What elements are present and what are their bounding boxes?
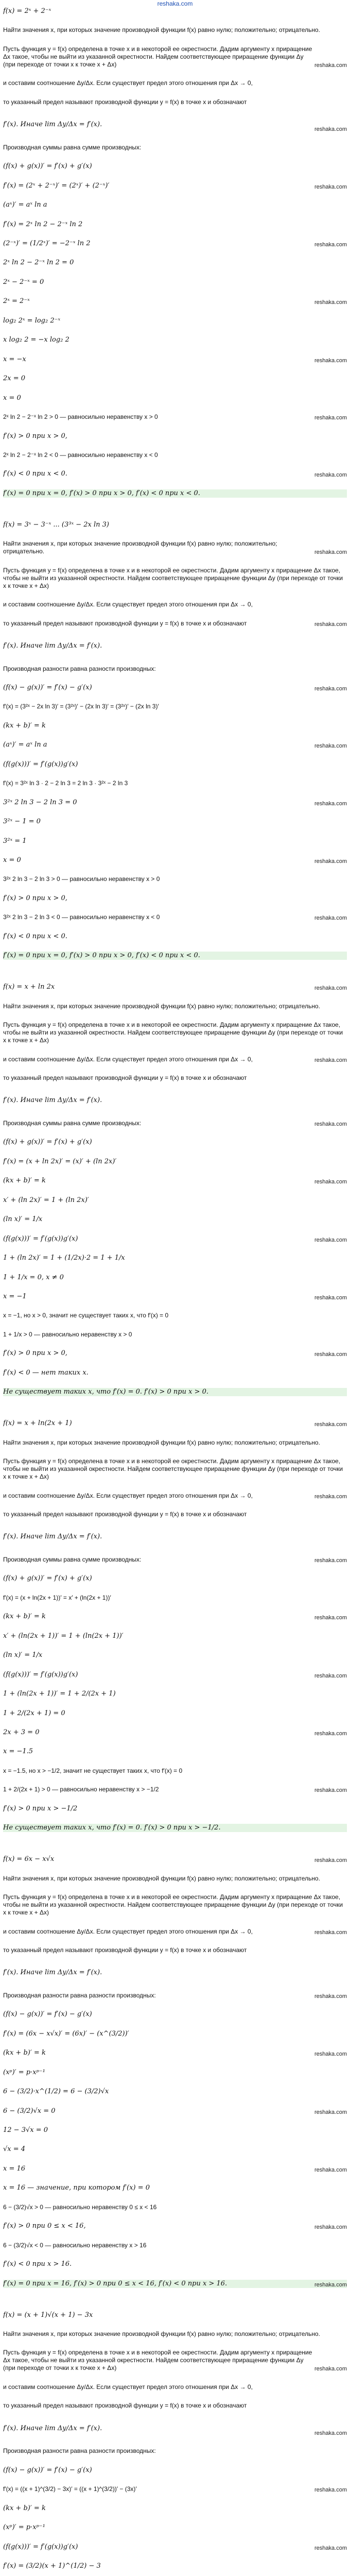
solution-step-text: √x = 4 [3,2145,26,2154]
solution-step-text: f′(x) > 0 при x > −1/2 [3,1804,78,1812]
rule-text-text: Производная суммы равна сумме производных: [3,1119,142,1127]
rule-text [3,1556,347,1564]
solution-step-text: x′ + (ln(2x + 1))′ = 1 + (ln(2x + 1))′ [3,1632,124,1640]
ratio-text-text: и составим соотношение Δy/Δx. Если существует предел этого отношения при Δx → 0, [3,1927,253,1935]
solution-step [3,2222,347,2230]
solution-step [3,1235,347,1243]
increment-intro-text: Пусть функция y = f(x) определена в точке x и в некоторой ее окрестности. Дадим аргументу x приращение Δx такое, чтобы не выйти из указанной окрестности. Найдем соответствующее приращение функции Δy (при переходе от точки x к точке x + Δx) [3,1021,343,1044]
solution-step [3,451,347,459]
solution-step [3,375,347,383]
increment-intro-text: Пусть функция y = f(x) определена в точке x и в некоторой ее окрестности. Дадим аргументу x приращение Δx такое, чтобы не выйти из указанной окрестности. Найдем соответствующее приращение функции Δy (при переходе от точки x к точке x + Δx) [3,2349,312,2372]
increment-intro-text: Пусть функция y = f(x) определена в точке x и в некоторой ее окрестности. Дадим аргументу x приращение Δx такое, чтобы не выйти из указанной окрестности. Найдем соответствующее приращение функции Δy (при переходе от точки x к точке x + Δx) [3,1893,343,1917]
solution-step-text: x = 16 — значение, при котором f′(x) = 0 [3,2184,150,2192]
solution-step [3,2069,347,2077]
limit-definition [3,1074,347,1082]
rule-text-text: Производная суммы равна сумме производных: [3,143,142,151]
increment-intro [3,1458,347,1481]
watermark: reshaka.com [314,1857,347,1864]
limit-definition-text: то указанный предел называют производной функции y = f(x) в точке x и обозначают [3,98,247,106]
increment-intro [3,45,347,69]
solution-step [3,1349,347,1358]
solution-step [3,2088,347,2096]
solution-step [3,1177,347,1185]
solution-step [3,1254,347,1262]
solution-step-text: x = −1.5, но x > −1/2, значит не существует таких x, что f′(x) = 0 [3,1767,183,1774]
solution-step [3,182,347,190]
solution-step [3,703,347,710]
task-statement-text: Найти значения x, при которых значение производной функции f(x) равно нулю; положительно; отрицательно. [3,540,277,555]
task-function [3,2311,347,2319]
solution-step-text: f′(x) = (x + ln 2x)′ = (x)′ + (ln 2x)′ [3,1157,117,1165]
ratio-text [3,1492,347,1500]
answer [3,952,347,960]
ratio-text-text: и составим соотношение Δy/Δx. Если существует предел этого отношения при Δx → 0, [3,2383,253,2391]
increment-intro [3,1893,347,1917]
watermark: reshaka.com [314,1615,347,1621]
solution-step [3,684,347,692]
watermark: reshaka.com [314,1730,347,1737]
solution-step-text: 3²ˣ 2 ln 3 − 2 ln 3 > 0 — равносильно неравенству x > 0 [3,875,160,883]
watermark: reshaka.com [314,1351,347,1358]
watermark: reshaka.com [314,2224,347,2231]
increment-intro [3,1021,347,1044]
solution-step-text: (f(x) + g(x))′ = f′(x) + g′(x) [3,1574,92,1583]
solution-step [3,875,347,883]
solution-step [3,297,347,306]
solution-step-text: f′(x) = ((x + 1)^(3/2) − 3x)′ = ((x + 1)^(3/2))′ − (3x)′ [3,2485,137,2493]
solution-step [3,1613,347,1621]
solution-step [3,1786,347,1793]
solution-step [3,2030,347,2038]
watermark: reshaka.com [314,985,347,992]
watermark: reshaka.com [314,1121,347,1127]
solution-step-text: 3²ˣ 2 ln 3 − 2 ln 3 < 0 — равносильно неравенству x < 0 [3,913,160,921]
task-statement [3,1875,347,1883]
solution-step-text: (2⁻ˣ)′ = (1/2ˣ)′ = −2⁻ˣ ln 2 [3,239,91,247]
solution-step-text: (xᵖ)′ = p·xᵖ⁻¹ [3,2068,45,2076]
solution-step-text: 2ˣ = 2⁻ˣ [3,297,30,306]
solution-step [3,2049,347,2057]
solution-step [3,355,347,364]
solution-step-text: (ln x)′ = 1/x [3,1215,43,1224]
solution-step-text: (kx + b)′ = k [3,1613,46,1621]
limit-formula-text: f′(x). Иначе lim Δy/Δx = f′(x). [3,642,102,650]
answer-text: Не существует таких x, что f′(x) = 0. f′(x) > 0 при x > 0. [3,1388,209,1396]
answer-text: f′(x) = 0 при x = 0, f′(x) > 0 при x > 0, f′(x) < 0 при x < 0. [3,489,200,497]
solution-step [3,1728,347,1737]
watermark: reshaka.com [314,621,347,628]
solution-step [3,1158,347,1166]
solution-step-text: 3²ˣ = 1 [3,837,27,845]
solution-step [3,894,347,903]
solution-step-text: f′(x) < 0 при x < 0. [3,470,67,478]
limit-definition-text: то указанный предел называют производной функции y = f(x) в точке x и обозначают [3,1510,247,1518]
limit-formula-text: f′(x). Иначе lim Δy/Δx = f′(x). [3,1969,102,1977]
limit-formula [3,1093,347,1108]
solution-step-text: (ln x)′ = 1/x [3,1651,43,1659]
solution-step [3,2523,347,2532]
task-function-text: f(x) = 3ˣ − 3⁻ˣ ... (3³ˣ − 2x ln 3) [3,520,109,529]
solution-step-text: f′(x) = (3/2)(x + 1)^(1/2) − 3 [3,2562,101,2570]
solution-step-text: 3²ˣ 2 ln 3 − 2 ln 3 = 0 [3,798,77,806]
solution-step-text: 1 + 1/x = 0, x ≠ 0 [3,1273,64,1281]
solution-step-text: f′(x) = (x + ln(2x + 1))′ = x′ + (ln(2x + 1))′ [3,1594,111,1601]
solution-step [3,1805,347,1813]
solution-step [3,2204,347,2211]
watermark: reshaka.com [314,241,347,248]
solution-step-text: (kx + b)′ = k [3,721,46,730]
solution-step-text: 6 − (3/2)·x^(1/2) = 6 − (3/2)√x [3,2088,109,2096]
watermark: reshaka.com [314,183,347,190]
solution-step-text: 2ˣ ln 2 − 2⁻ˣ ln 2 > 0 — равносильно неравенству x > 0 [3,413,158,421]
solution-step-text: f′(x) = (6x − x√x)′ = (6x)′ − (x^(3/2))′ [3,2029,129,2038]
limit-formula [3,638,347,654]
increment-intro [3,567,347,590]
task-function [3,1419,347,1428]
ratio-text [3,1928,347,1936]
solution-step [3,799,347,807]
solution-step-text: (f(x) − g(x))′ = f′(x) − g′(x) [3,2466,92,2474]
task-function [3,521,347,529]
solution-step [3,2184,347,2192]
watermark: reshaka.com [314,299,347,306]
solution-step-text: x = −1.5 [3,1748,33,1756]
solution-step [3,837,347,845]
solution-step-text: (f(x) − g(x))′ = f′(x) − g′(x) [3,2010,92,2019]
solution-step-text: x = 16 [3,2164,26,2173]
task-statement [3,1439,347,1447]
solution-step-text: f′(x) > 0 при x > 0, [3,432,67,440]
watermark: reshaka.com [314,415,347,421]
solution-step [3,741,347,749]
solution-step-text: f′(x) < 0 при x < 0. [3,932,67,940]
solution-step [3,1312,347,1319]
solution-step-text: (kx + b)′ = k [3,2504,46,2512]
watermark: reshaka.com [314,549,347,556]
rule-text [3,1992,347,1999]
solution-step-text: f′(x) = 3²ˣ ln 3 · 2 − 2 ln 3 = 2 ln 3 · 3²ˣ − 2 ln 3 [3,779,128,787]
solution-step [3,2242,347,2249]
solution-step [3,818,347,826]
solution-step-text: (f(g(x)))′ = f′(g(x))g′(x) [3,2543,78,2551]
task-statement-text: Найти значения x, при которых значение производной функции f(x) равно нулю; положительно; отрицательно. [3,2330,320,2338]
answer [3,489,347,498]
watermark: reshaka.com [314,62,347,69]
task-function [3,1855,347,1863]
answer [3,2280,347,2288]
solution-step-text: 1 + (ln(2x + 1))′ = 1 + 2/(2x + 1) [3,1690,116,1698]
answer-text: f′(x) = 0 при x = 0, f′(x) > 0 при x > 0, f′(x) < 0 при x < 0. [3,952,200,960]
watermark: reshaka.com [314,1493,347,1500]
solution-step [3,1594,347,1602]
task-separator [3,2299,347,2300]
rule-text [3,665,347,673]
solution-step-text: 6 − (3/2)√x < 0 — равносильно неравенству x > 16 [3,2241,147,2249]
solution-step [3,201,347,209]
watermark: reshaka.com [314,2166,347,2173]
increment-intro-text: Пусть функция y = f(x) определена в точке x и в некоторой ее окрестности. Дадим аргументу x приращение Δx такое, чтобы не выйти из указанной окрестности. Найдем соответствующее приращение функции Δy (при переходе от точки x к точке x + Δx) [3,45,312,68]
watermark: reshaka.com [314,1179,347,1185]
task-function-text: f(x) = 6x − x√x [3,1855,55,1863]
limit-definition-text: то указанный предел называют производной функции y = f(x) в точке x и обозначают [3,1946,247,1954]
solution-step-text: x = −1 [3,1293,27,1300]
increment-intro-text: Пусть функция y = f(x) определена в точке x и в некоторой ее окрестности. Дадим аргументу x приращение Δx такое, чтобы не выйти из указанной окрестности. Найдем соответствующее приращение функции Δy (при переходе от точки x к точке x + Δx) [3,566,343,589]
solution-step [3,2260,347,2268]
task-function-text: f(x) = (x + 1)√(x + 1) − 3x [3,2311,93,2319]
watermark: reshaka.com [314,2430,347,2436]
solution-step-text: f′(x) > 0 при x > 0, [3,894,67,902]
limit-definition [3,1511,347,1518]
task-function-text: f(x) = x + ln 2x [3,983,55,991]
limit-formula-text: f′(x). Иначе lim Δy/Δx = f′(x). [3,2424,102,2432]
limit-definition-text: то указанный предел называют производной функции y = f(x) в точке x и обозначают [3,619,247,627]
solution-step [3,2543,347,2551]
watermark: reshaka.com [314,858,347,865]
answer-text: Не существует таких x, что f′(x) = 0. f′(x) > 0 при x > −1/2. [3,1824,221,1832]
limit-definition-text: то указанный предел называют производной функции y = f(x) в точке x и обозначают [3,2402,247,2410]
solution-step [3,162,347,171]
solution-content [3,7,347,2576]
limit-definition [3,98,347,106]
task-function [3,7,347,15]
solution-step-text: 3²ˣ − 1 = 0 [3,818,41,826]
site-link[interactable]: reshaka.com [157,0,193,7]
watermark: reshaka.com [314,1993,347,1999]
answer [3,1388,347,1396]
watermark: reshaka.com [314,1787,347,1794]
solution-step [3,933,347,941]
solution-step-text: f′(x) = 2ˣ ln 2 − 2⁻ˣ ln 2 [3,220,83,228]
limit-definition-text: то указанный предел называют производной функции y = f(x) в точке x и обозначают [3,1074,247,1082]
rule-text [3,1120,347,1127]
increment-intro [3,2349,347,2372]
solution-step [3,394,347,402]
solution-step-text: 6 − (3/2)√x > 0 — равносильно неравенству 0 ≤ x < 16 [3,2203,157,2211]
solution-step [3,2010,347,2019]
ratio-text-text: и составим соотношение Δy/Δx. Если существует предел этого отношения при Δx → 0, [3,79,253,87]
solution-step [3,1138,347,1146]
task-statement-text: Найти значения x, при которых значение производной функции f(x) равно нулю; положительно; отрицательно. [3,1438,320,1446]
limit-formula-text: f′(x). Иначе lim Δy/Δx = f′(x). [3,1533,102,1541]
solution-step-text: (f(g(x)))′ = f′(g(x))g′(x) [3,760,78,768]
solution-step-text: log₂ 2ˣ = log₂ 2⁻ˣ [3,316,61,325]
solution-step-text: (kx + b)′ = k [3,2049,46,2057]
limit-formula [3,117,347,132]
solution-step-text: 1 + 1/x > 0 — равносильно неравенству x > 0 [3,1330,132,1338]
solution-step [3,1671,347,1679]
solution-step-text: f′(x) > 0 при 0 ≤ x < 16, [3,2222,86,2230]
solution-step [3,2145,347,2154]
task-statement [3,1003,347,1010]
increment-intro-text: Пусть функция y = f(x) определена в точке x и в некоторой ее окрестности. Дадим аргументу x приращение Δx такое, чтобы не выйти из указанной окрестности. Найдем соответствующее приращение функции Δy (при переходе от точки x к точке x + Δx) [3,1458,343,1481]
solution-step [3,1709,347,1718]
task-function-text: f(x) = x + ln(2x + 1) [3,1419,72,1428]
solution-step [3,722,347,730]
watermark: reshaka.com [314,2281,347,2288]
solution-step [3,1369,347,1377]
solution-step-text: 2x + 3 = 0 [3,1728,40,1736]
task-separator [3,509,347,510]
limit-definition [3,1946,347,1954]
solution-step-text: (f(x) + g(x))′ = f′(x) + g′(x) [3,162,92,171]
solution-step [3,336,347,344]
solution-step [3,2466,347,2475]
task-separator [3,971,347,972]
solution-step-text: f′(x) = (3²ˣ − 2x ln 3)′ = (3²ˣ)′ − (2x ln 3)′ = (3²ˣ)′ − (2x ln 3)′ [3,703,159,710]
solution-step [3,2107,347,2115]
ratio-text-text: и составим соотношение Δy/Δx. Если существует предел этого отношения при Δx → 0, [3,601,253,608]
limit-formula-text: f′(x). Иначе lim Δy/Δx = f′(x). [3,1096,102,1105]
limit-formula [3,1529,347,1545]
ratio-text [3,2383,347,2391]
solution-step-text: 12 − 3√x = 0 [3,2126,48,2134]
limit-definition [3,620,347,628]
solution-step-text: x = 0 [3,394,21,402]
watermark: reshaka.com [314,1421,347,1428]
solution-step [3,413,347,421]
solution-step [3,278,347,286]
task-statement-text: Найти значения x, при которых значение производной функции f(x) равно нулю; положительно; отрицательно. [3,1874,320,1882]
watermark: reshaka.com [314,472,347,479]
rule-text-text: Производная разности равна разности производных: [3,2447,156,2455]
solution-step [3,913,347,921]
solution-step-text: (aˣ)′ = aˣ ln a [3,741,47,749]
task-separator [3,1408,347,1409]
solution-step [3,1651,347,1659]
solution-step-text: f′(x) < 0 при x > 16. [3,2260,72,2268]
watermark: reshaka.com [314,1295,347,1301]
solution-step-text: (f(x) + g(x))′ = f′(x) + g′(x) [3,1138,92,1146]
solution-step-text: (aˣ)′ = aˣ ln a [3,201,47,209]
watermark: reshaka.com [314,685,347,692]
solution-step [3,1632,347,1640]
solution-step [3,1748,347,1756]
watermark: reshaka.com [314,2051,347,2058]
solution-step [3,2165,347,2173]
solution-step [3,2562,347,2570]
solution-step-text: x = −1, но x > 0, значит не существует таких x, что f′(x) = 0 [3,1312,169,1319]
solution-step [3,432,347,440]
solution-step [3,1767,347,1775]
watermark: reshaka.com [314,915,347,922]
task-statement [3,540,347,555]
solution-step-text: 2x = 0 [3,375,26,383]
watermark: reshaka.com [314,743,347,750]
solution-step-text: x = 0 [3,856,21,865]
solution-step [3,2126,347,2134]
watermark: reshaka.com [314,800,347,807]
solution-step-text: (xᵖ)′ = p·xᵖ⁻¹ [3,2523,45,2532]
answer [3,1824,347,1832]
watermark: reshaka.com [314,2366,347,2372]
task-statement [3,26,347,34]
solution-step-text: x log₂ 2 = −x log₂ 2 [3,336,69,344]
task-statement-text: Найти значения x, при которых значение производной функции f(x) равно нулю; положительно; отрицательно. [3,26,320,34]
solution-step [3,221,347,229]
solution-step [3,1196,347,1205]
solution-step-text: (f(x) − g(x))′ = f′(x) − g′(x) [3,683,92,691]
solution-step-text: 1 + 2/(2x + 1) = 0 [3,1709,65,1717]
watermark: reshaka.com [314,1236,347,1243]
solution-step-text: x′ + (ln 2x)′ = 1 + (ln 2x)′ [3,1196,89,1204]
solution-step [3,779,347,787]
rule-text-text: Производная разности равна разности производных: [3,1991,156,1999]
solution-step [3,1574,347,1583]
solution-step [3,1331,347,1338]
watermark: reshaka.com [314,357,347,364]
solution-step [3,317,347,325]
solution-step [3,1293,347,1301]
solution-step-text: f′(x) > 0 при x > 0, [3,1349,67,1358]
solution-step [3,2485,347,2493]
watermark: reshaka.com [314,2545,347,2551]
rule-text-text: Производная разности равна разности производных: [3,665,156,672]
solution-step-text: x = −x [3,355,26,363]
watermark: reshaka.com [314,2487,347,2494]
solution-step [3,856,347,865]
rule-text [3,144,347,151]
solution-step-text: (f(g(x)))′ = f′(g(x))g′(x) [3,1670,78,1679]
ratio-text [3,601,347,608]
watermark: reshaka.com [314,126,347,133]
solution-step-text: 2ˣ ln 2 − 2⁻ˣ ln 2 < 0 — равносильно неравенству x < 0 [3,451,158,459]
watermark: reshaka.com [314,1557,347,1564]
solution-step [3,240,347,248]
solution-step-text: 1 + 2/(2x + 1) > 0 — равносильно неравенству x > −1/2 [3,1786,159,1793]
solution-step-text: f′(x) < 0 — нет таких x. [3,1368,89,1377]
task-statement-text: Найти значения x, при которых значение производной функции f(x) равно нулю; положительно; отрицательно. [3,1002,320,1010]
limit-formula [3,2421,347,2436]
watermark: reshaka.com [314,1929,347,1936]
task-separator [3,1843,347,1844]
watermark: reshaka.com [314,1057,347,1063]
solution-step-text: (kx + b)′ = k [3,1177,46,1185]
solution-step-text: 2ˣ − 2⁻ˣ = 0 [3,278,44,286]
solution-step [3,470,347,478]
ratio-text-text: и составим соотношение Δy/Δx. Если существует предел этого отношения при Δx → 0, [3,1055,253,1063]
task-statement [3,2330,347,2338]
rule-text [3,2447,347,2455]
limit-formula [3,1965,347,1980]
watermark: reshaka.com [314,1672,347,1679]
ratio-text-text: и составим соотношение Δy/Δx. Если существует предел этого отношения при Δx → 0, [3,1492,253,1499]
ratio-text [3,79,347,87]
solution-step-text: f′(x) = (2ˣ + 2⁻ˣ)′ = (2ˣ)′ + (2⁻ˣ)′ [3,181,110,190]
task-function-text: f(x) = 2ˣ + 2⁻ˣ [3,7,51,15]
solution-step-text: 1 + (ln 2x)′ = 1 + (1/2x)·2 = 1 + 1/x [3,1254,125,1262]
solution-step [3,1274,347,1282]
solution-step [3,1215,347,1224]
solution-step [3,2504,347,2513]
solution-step [3,760,347,769]
rule-text-text: Производная суммы равна сумме производных: [3,1555,142,1563]
limit-formula-text: f′(x). Иначе lim Δy/Δx = f′(x). [3,121,102,129]
solution-step-text: 2ˣ ln 2 − 2⁻ˣ ln 2 = 0 [3,259,74,267]
answer-text: f′(x) = 0 при x = 16, f′(x) > 0 при 0 ≤ x < 16, f′(x) < 0 при x > 16. [3,2279,227,2287]
solution-step [3,1690,347,1698]
ratio-text [3,1056,347,1063]
watermark: reshaka.com [314,2109,347,2115]
solution-step-text: 6 − (3/2)√x = 0 [3,2107,56,2115]
solution-step [3,259,347,267]
limit-definition [3,2402,347,2410]
task-function [3,983,347,991]
solution-step-text: (f(g(x)))′ = f′(g(x))g′(x) [3,1234,78,1243]
